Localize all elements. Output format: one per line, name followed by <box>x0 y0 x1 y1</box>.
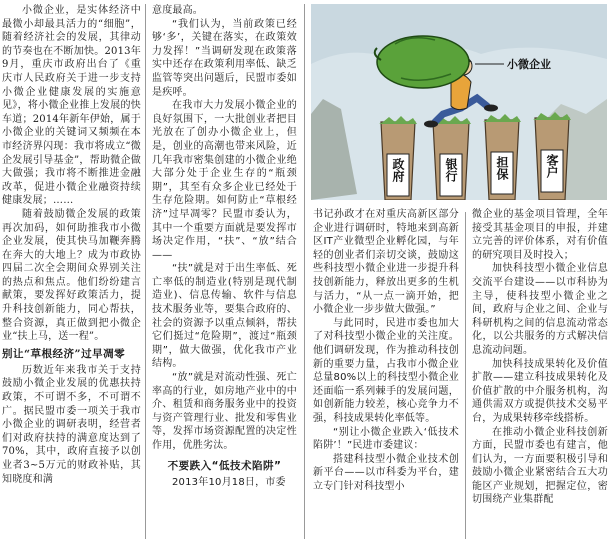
paragraph: 意度最高。 <box>152 5 203 16</box>
column-rule <box>465 212 466 539</box>
paragraph: 历数近年来我市关于支持鼓励小微企业发展的优惠扶持政策，不可谓不多，不可谓不广。据民盟市委一项关于我市小微企业的调研表明，经营者们对政府扶持的满意度达到了70%，其中，政府直接予以创业者3~5万元的财政补贴，其知晓度和满 <box>2 364 141 485</box>
paragraph: 加快科技成果转化及价值扩散——建立科技成果转化及价值扩散的中介服务机构，沟通供需双方或提供技术交易平台，为成果转移牵线搭桥。 <box>472 358 608 424</box>
article-column-2 <box>152 4 297 539</box>
bag-label: 小微企业 <box>507 58 551 71</box>
column-rule <box>145 4 146 539</box>
section-heading: 不要跌入“低技术陷阱” <box>167 459 282 472</box>
money-bag <box>375 36 469 88</box>
article-column-1 <box>2 4 141 539</box>
paragraph: “放”就是对流动性强、死亡率高的行业，如房地产业中的中介、租赁和商务服务业中的投资与资产管理行业、批发和零售业等，发挥市场资源配置的决定性作用，优胜劣汰。 <box>152 372 297 451</box>
pillar-label: 银行 <box>444 158 458 182</box>
cartoon-illustration <box>311 4 607 200</box>
paragraph: 与此同时，民进市委也加大了对科技型小微企业的关注度。他们调研发现，作为推动科技创新的重要力量，占我市小微企业总量80%以上的科技型小微企业还面临一系列棘手的发展问题，如创新能力较差，核心竞争力不强，科技成果转化率低等。 <box>313 317 459 424</box>
pillar-label: 客户 <box>545 154 559 178</box>
article-column-4 <box>472 208 608 539</box>
paragraph: “我们认为，当前政策已经够‘多’，关键在落实，在政策效力发挥！”当调研发现在政策落实中还存在政策利用率低、缺乏监管等突出问题后，民盟市委如是疾呼。 <box>152 18 297 98</box>
pillar-label: 政府 <box>391 158 405 182</box>
paragraph: 书记孙政才在对重庆高新区部分企业进行调研时，特地来到高新区IT产业微型企业孵化园，与年轻的创业者们亲切交谈，鼓励这些科技型小微企业进一步提升科技创新能力，释放出更多的生机与活力，“从一点一滴开始，把小微企业一步步做大做强。” <box>313 209 459 316</box>
column-rule <box>304 4 305 539</box>
paragraph: 微企业的基金项目管理，全年接受其基金项目的申报，并建立完善的评价体系，对有价值的研究项目及时投入； <box>472 209 608 261</box>
paragraph: 随着鼓励微企发展的政策再次加码，如何助推我市小微企业发展，使其快马加鞭奔腾在奔大的大地上？成为市政协四届二次全会期间众界别关注的热点和焦点。他们纷纷建言献策，要发挥好政策活力，提升科技创新能力，同心帮扶，整合资源，真正做到把小微企业“扶上马，送一程”。 <box>2 208 141 343</box>
paragraph: 2013年10月18日，市委 <box>172 476 286 488</box>
article-column-3 <box>313 208 459 539</box>
paragraph: 在推动小微企业科技创新方面，民盟市委也有建言，他们认为，一方面要积极引导和鼓励小微企业紧密结合五大功能区产业规划，把握定位，密切围绕产业集群配 <box>472 426 608 506</box>
paragraph: 搭建科技型小微企业技术创新平台——以市科委为平台，建立专门针对科技型小 <box>313 453 459 492</box>
cartoon-svg <box>311 4 607 200</box>
paragraph: 小微企业，是实体经济中最微小却最具活力的“细胞”，随着经济社会的发展，其律动的节奏也在不断加快。2013年9月，重庆市政府出台了《重庆市人民政府关于进一步支持小微企业健康发展的实施意见》，将小微企业推上发展的快车道；2014年新年伊始，属于小微企业的关键词又频频在本市经济界闪现：我市将成立“微企发展引导基金”，帮助微企做大做强；我市将不断推进金融改革，促进小微企业融资持续健康发展；…… <box>2 5 141 207</box>
paragraph: “别让小微企业跌入‘低技术陷阱’！”民进市委建议： <box>313 426 459 452</box>
pillar-label: 担保 <box>495 156 509 180</box>
paragraph: “扶”就是对于出生率低、死亡率低的制造业(特别是现代制造业)、信息传输、软件与信息技术服务业等，要集合政府的、社会的资源予以重点倾斜，帮扶它们挺过“危险期”，渡过“瓶颈期”，做大做强，优化我市产业结构。 <box>152 263 297 370</box>
section-heading: 别让“草根经济”过早凋零 <box>2 347 126 360</box>
paragraph: 在我市大力发展小微企业的良好氛围下，一大批创业者把目光放在了创办小微企业上，但是，创业的高潮也带来风险，近几年我市密集创建的小微企业绝大部分处于企业生存的“瓶颈期”，其至有众多企业已经处于生存危险期。如何防止“草根经济”过早凋零？民盟市委认为，其中一个重要方面就是要发挥市场决定作用，“扶”、“放”结合—— <box>152 100 297 261</box>
paragraph: 加快科技型小微企业信息交流平台建设——以市科协为主导，使科技型小微企业之间，政府与企业之间、企业与科研机构之间的信息流动常态化，以公共服务的方式解决信息流动问题。 <box>472 263 608 356</box>
